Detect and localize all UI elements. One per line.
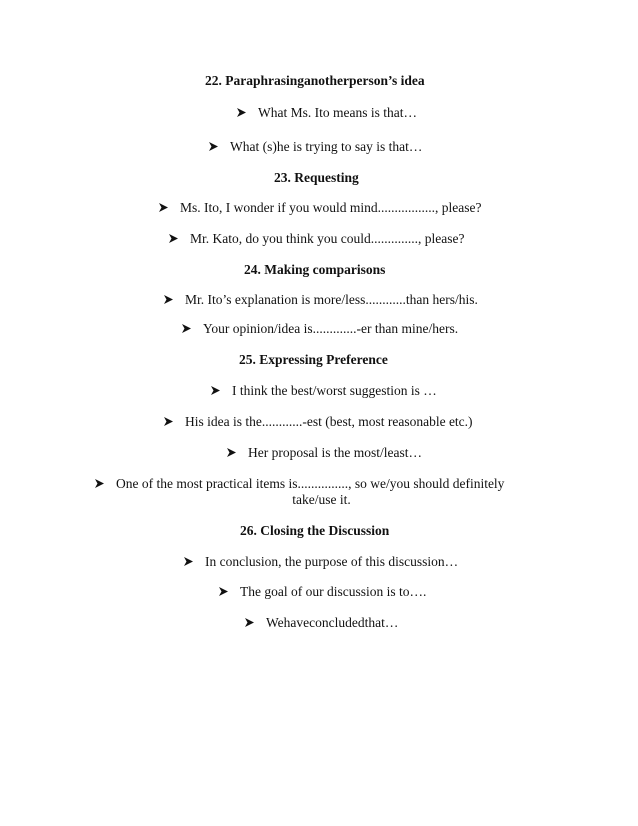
section-heading-23: 23. Requesting (274, 170, 359, 185)
arrowhead-bullet-icon (210, 385, 221, 396)
bullet-item (168, 231, 464, 247)
bullet-text: I think the best/worst suggestion is … (232, 383, 437, 398)
bullet-item (244, 615, 398, 631)
bullet-item (218, 584, 426, 600)
arrowhead-bullet-icon (244, 617, 255, 628)
bullet-text: In conclusion, the purpose of this discussion… (205, 554, 459, 569)
arrowhead-bullet-icon (163, 294, 174, 305)
bullet-text: What (s)he is trying to say is that… (230, 139, 423, 154)
arrowhead-bullet-icon (181, 323, 192, 334)
bullet-item (163, 414, 473, 430)
section-heading-26: 26. Closing the Discussion (240, 523, 390, 538)
bullet-text: What Ms. Ito means is that… (258, 105, 417, 120)
arrowhead-bullet-icon (218, 586, 229, 597)
section-heading-24: 24. Making comparisons (244, 262, 386, 277)
arrowhead-bullet-icon (236, 107, 247, 118)
arrowhead-bullet-icon (226, 447, 237, 458)
bullet-text: Her proposal is the most/least… (248, 445, 422, 460)
arrowhead-bullet-icon (168, 233, 179, 244)
bullet-text: Wehaveconcludedthat… (266, 615, 399, 630)
section-heading-22: 22. Paraphrasinganotherperson’s idea (205, 73, 425, 88)
bullet-item (94, 476, 504, 492)
bullet-text: One of the most practical items is..............., so we/you should definitely (116, 476, 505, 491)
bullet-item (208, 139, 422, 155)
bullet-item (181, 321, 458, 337)
bullet-item (158, 200, 481, 216)
bullet-text-continuation: take/use it. (292, 492, 351, 507)
bullet-text: The goal of our discussion is to…. (240, 584, 427, 599)
arrowhead-bullet-icon (208, 141, 219, 152)
bullet-text: Mr. Ito’s explanation is more/less............than hers/his. (185, 292, 478, 307)
bullet-item (210, 383, 437, 399)
bullet-item (236, 105, 417, 121)
bullet-item (163, 292, 478, 308)
bullet-text: Your opinion/idea is.............-er than mine/hers. (203, 321, 459, 336)
arrowhead-bullet-icon (94, 478, 105, 489)
bullet-text: His idea is the............-est (best, most reasonable etc.) (185, 414, 473, 429)
bullet-item (183, 554, 458, 570)
arrowhead-bullet-icon (163, 416, 174, 427)
bullet-text: Ms. Ito, I wonder if you would mind................., please? (180, 200, 482, 215)
arrowhead-bullet-icon (183, 556, 194, 567)
bullet-text: Mr. Kato, do you think you could.............., please? (190, 231, 465, 246)
section-heading-25: 25. Expressing Preference (239, 352, 388, 367)
bullet-item (226, 445, 422, 461)
arrowhead-bullet-icon (158, 202, 169, 213)
